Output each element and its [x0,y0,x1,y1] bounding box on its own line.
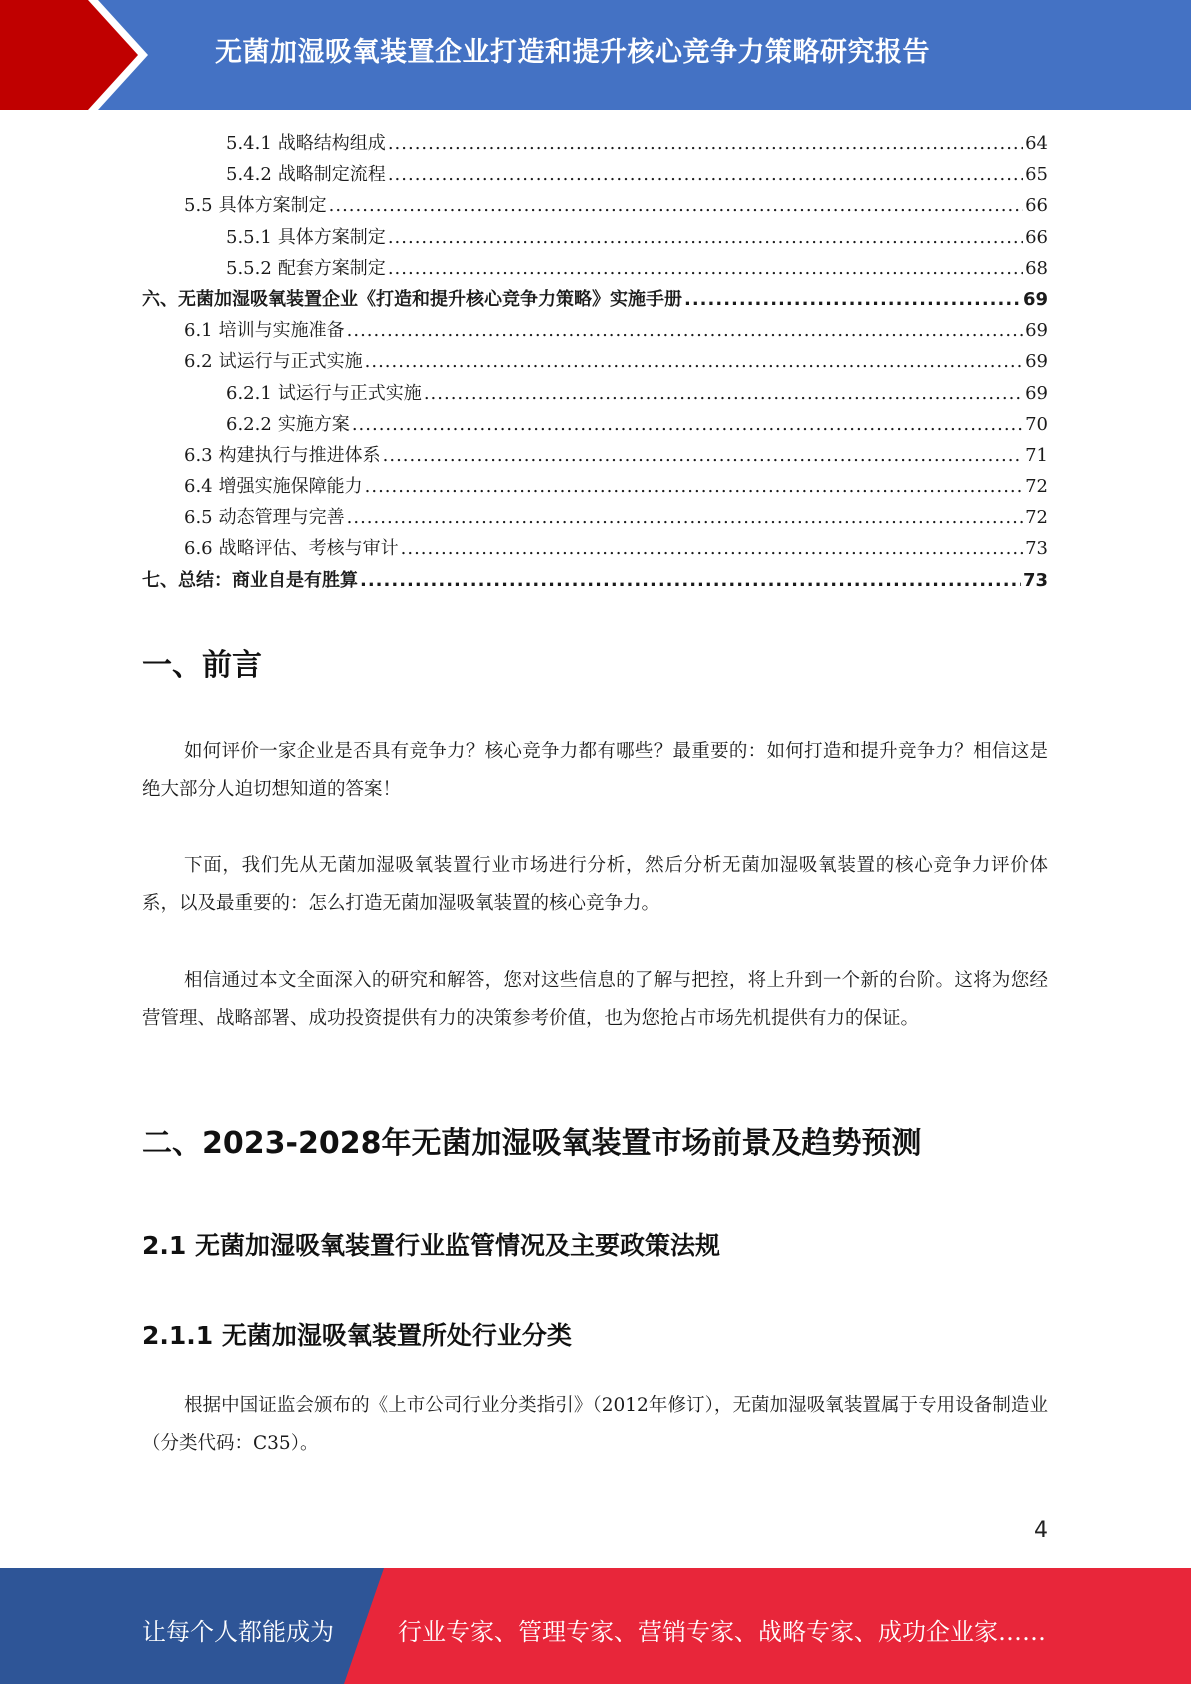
toc-dot-leader [365,471,1023,502]
toc-entry-title: 培训与实施准备 [218,320,345,342]
toc-entry-title: 具体方案制定 [218,195,327,217]
toc-entry-number: 5.5.2 [226,257,272,279]
section-2-1-1-heading: 2.1.1 无菌加湿吸氧装置所处行业分类 [142,1321,572,1350]
toc-entry-title: 六、无菌加湿吸氧装置企业《打造和提升核心竞争力策略》实施手册 [142,288,682,310]
toc-dot-leader [347,502,1023,533]
toc-dot-leader [388,128,1023,159]
toc-entry-title: 配套方案制定 [277,257,386,279]
toc-entry-number: 6.6 [184,538,213,560]
toc-entry-title: 构建执行与推进体系 [218,444,381,466]
toc-dot-leader [383,440,1023,471]
toc-entry[interactable] [142,284,1048,315]
toc-entry-title: 动态管理与完善 [218,507,345,529]
toc-dot-leader [360,565,1021,596]
toc-dot-leader [684,284,1021,315]
toc-entry-title: 具体方案制定 [277,226,386,248]
page-header [0,0,1191,110]
toc-dot-leader [388,253,1023,284]
toc-entry-page: 66 [1025,195,1048,217]
toc-entry[interactable] [142,471,1048,502]
toc-entry-page: 72 [1025,476,1048,498]
toc-entry[interactable] [142,565,1048,596]
toc-dot-leader [352,409,1023,440]
page-footer [0,1568,1191,1684]
toc-entry[interactable] [142,440,1048,471]
toc-entry-number: 6.3 [184,444,213,466]
toc-entry-number: 5.5 [184,195,213,217]
toc-entry[interactable] [142,502,1048,533]
classification-paragraph: 根据中国证监会颁布的《上市公司行业分类指引》（2012年修订），无菌加湿吸氧装置属于专用设备制造业（分类代码：C35）。 [142,1395,1048,1454]
toc-entry-page: 73 [1022,569,1048,591]
toc-entry[interactable] [142,159,1048,190]
toc-entry-page: 70 [1025,413,1048,435]
toc-entry-page: 65 [1025,164,1048,186]
footer-slogan-roles: 行业专家、管理专家、营销专家、战略专家、成功企业家…… [398,1618,1046,1646]
toc-entry-page: 64 [1025,133,1048,154]
toc-dot-leader [388,222,1023,253]
toc-entry-page: 72 [1025,507,1048,529]
toc-entry-page: 69 [1025,320,1048,342]
toc-entry[interactable] [142,315,1048,346]
toc-dot-leader [365,346,1023,377]
header-title: 无菌加湿吸氧装置企业打造和提升核心竞争力策略研究报告 [215,37,930,68]
toc-entry[interactable] [142,346,1048,377]
toc-entry-number: 6.2.1 [226,382,272,404]
toc-entry-page: 68 [1025,257,1048,279]
toc-entry-title: 试运行与正式实施 [218,351,363,373]
toc-entry[interactable] [142,533,1048,564]
toc-entry-title: 战略制定流程 [277,164,386,186]
toc-entry[interactable] [142,378,1048,409]
toc-entry-title: 战略结构组成 [277,133,386,154]
toc-entry-number: 6.1 [184,320,213,342]
toc-entry[interactable] [142,409,1048,440]
toc-dot-leader [329,190,1023,221]
preface-heading: 一、前言 [142,648,262,683]
toc-entry-title: 试运行与正式实施 [277,382,422,404]
toc-entry-page: 69 [1025,382,1048,404]
toc-entry[interactable] [142,222,1048,253]
section-2-1-heading: 2.1 无菌加湿吸氧装置行业监管情况及主要政策法规 [142,1231,720,1260]
toc-entry-number: 5.4.1 [226,133,272,154]
toc-entry-number: 6.2 [184,351,213,373]
toc-entry-page: 71 [1025,444,1048,466]
toc-dot-leader [424,378,1023,409]
toc-entry-title: 战略评估、考核与审计 [218,538,399,560]
toc-entry-number: 6.5 [184,507,213,529]
toc-entry[interactable] [142,190,1048,221]
table-of-contents [142,128,1048,596]
toc-entry-number: 5.4.2 [226,164,272,186]
toc-entry-page: 73 [1025,538,1048,560]
toc-entry-title: 实施方案 [277,413,350,435]
footer-slogan-lead: 让每个人都能成为 [142,1618,334,1646]
toc-entry[interactable] [142,128,1048,159]
toc-entry-number: 5.5.1 [226,226,272,248]
preface-paragraph-3: 相信通过本文全面深入的研究和解答，您对这些信息的了解与把控，将上升到一个新的台阶。这将为您经营管理、战略部署、成功投资提供有力的决策参考价值，也为您抢占市场先机提供有力的保证。 [142,970,1048,1029]
toc-dot-leader [347,315,1023,346]
toc-entry-page: 66 [1025,226,1048,248]
toc-entry-title: 增强实施保障能力 [218,476,363,498]
page-number: 4 [1034,1518,1048,1543]
preface-paragraph-1: 如何评价一家企业是否具有竞争力？核心竞争力都有哪些？最重要的：如何打造和提升竞争力？相信这是绝大部分人迫切想知道的答案！ [142,741,1048,800]
toc-entry-title: 七、总结：商业自是有胜算 [142,569,358,591]
toc-dot-leader [388,159,1023,190]
toc-entry-number: 6.2.2 [226,413,272,435]
toc-entry-page: 69 [1025,351,1048,373]
toc-entry-page: 69 [1022,288,1048,310]
market-heading: 二、2023-2028年无菌加湿吸氧装置市场前景及趋势预测 [142,1126,922,1161]
toc-dot-leader [401,533,1023,564]
preface-paragraph-2: 下面，我们先从无菌加湿吸氧装置行业市场进行分析，然后分析无菌加湿吸氧装置的核心竞争力评价体系，以及最重要的：怎么打造无菌加湿吸氧装置的核心竞争力。 [142,855,1048,914]
toc-entry-number: 6.4 [184,476,213,498]
toc-entry[interactable] [142,253,1048,284]
